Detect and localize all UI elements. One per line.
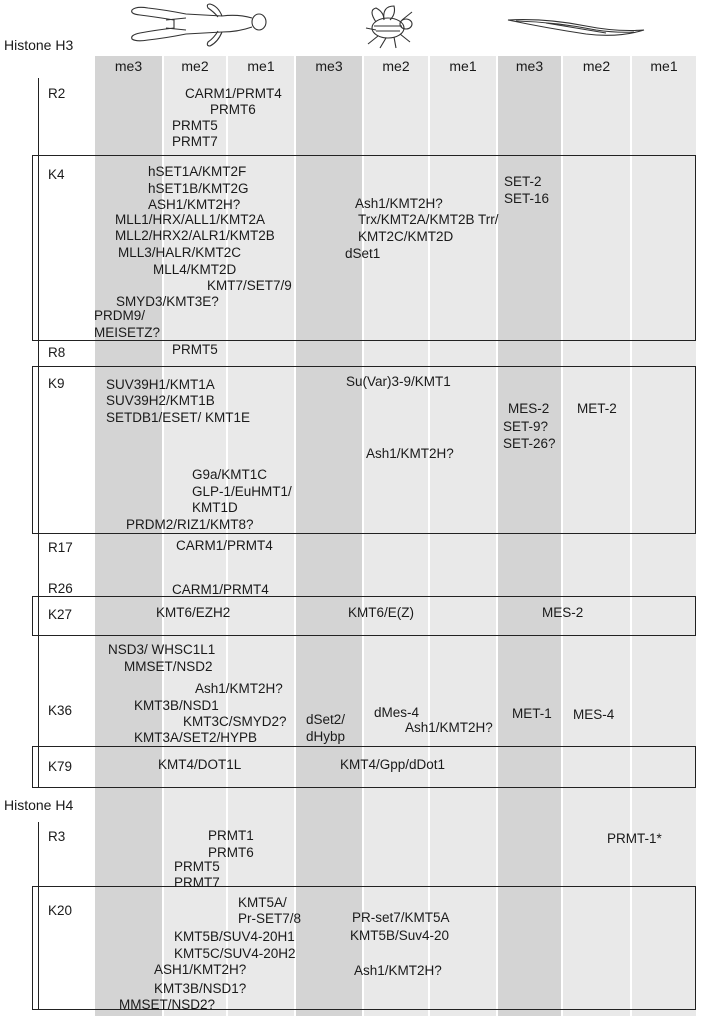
column-header: me3 <box>315 58 343 74</box>
enzyme-label: KMT5B/Suv4-20 <box>350 928 450 943</box>
enzyme-label: MET-2 <box>577 401 617 416</box>
enzyme-label: PRMT6 <box>208 845 254 860</box>
enzyme-label: MLL2/HRX2/ALR1/KMT2B <box>115 228 275 243</box>
site-label: K27 <box>48 607 73 622</box>
enzyme-label: MES-2 <box>542 605 584 620</box>
enzyme-label: Trx/KMT2A/KMT2B Trr/ <box>358 212 499 227</box>
enzyme-label: SETDB1/ESET/ KMT1E <box>106 410 251 425</box>
enzyme-label: dSet2/ <box>306 712 346 727</box>
enzyme-label: KMT5C/SUV4-20H2 <box>174 946 296 961</box>
enzyme-label: hSET1A/KMT2F <box>148 164 247 179</box>
worm-icon <box>506 0 646 50</box>
enzyme-label: PR-set7/KMT5A <box>352 910 450 925</box>
site-label: K20 <box>48 903 73 918</box>
site-label: R3 <box>48 829 66 844</box>
column-header: me1 <box>449 58 477 74</box>
enzyme-label: Ash1/KMT2H? <box>354 963 442 978</box>
enzyme-label: KMT3C/SMYD2? <box>183 714 287 729</box>
enzyme-label: SET-16 <box>504 191 550 206</box>
enzyme-label: SUV39H1/KMT1A <box>106 377 215 392</box>
site-label: K9 <box>48 376 65 391</box>
column-header: me3 <box>114 58 143 74</box>
site-label: K36 <box>48 703 73 718</box>
enzyme-label: SET-9? <box>503 419 549 434</box>
enzyme-label: MEISETZ? <box>94 325 161 340</box>
enzyme-label: PRMT-1* <box>607 831 662 846</box>
enzyme-label: ASH1/KMT2H? <box>154 962 247 977</box>
enzyme-label: KMT4/Gpp/dDot1 <box>340 757 446 772</box>
enzyme-label: PRDM9/ <box>94 308 146 323</box>
enzyme-label: KMT3B/NSD1 <box>134 698 219 713</box>
site-label: K4 <box>48 167 65 182</box>
enzyme-label: SET-26? <box>503 436 556 451</box>
enzyme-label: CARM1/PRMT4 <box>185 86 282 101</box>
enzyme-label: MMSET/NSD2 <box>124 659 213 674</box>
column-header: me1 <box>247 58 275 74</box>
enzyme-label: dHybp <box>306 729 346 744</box>
enzyme-label: KMT2C/KMT2D <box>358 229 454 244</box>
enzyme-label: PRMT6 <box>210 102 256 117</box>
site-label: R2 <box>48 86 66 101</box>
enzyme-label: MES-2 <box>508 401 550 416</box>
enzyme-label: MLL4/KMT2D <box>153 262 237 277</box>
k20-box <box>32 886 696 1010</box>
enzyme-label: ASH1/KMT2H? <box>148 197 241 212</box>
enzyme-label: PRMT5 <box>174 859 220 874</box>
section-title-h3: Histone H3 <box>4 37 74 53</box>
enzyme-label: KMT3B/NSD1? <box>154 981 247 996</box>
enzyme-label: MLL1/HRX/ALL1/KMT2A <box>115 212 266 227</box>
enzyme-label: KMT4/DOT1L <box>158 757 242 772</box>
enzyme-label: KMT7/SET7/9 <box>207 278 292 293</box>
enzyme-label: PRMT5 <box>172 342 218 357</box>
enzyme-label: MMSET/NSD2? <box>119 997 216 1012</box>
column-header: me2 <box>582 58 611 74</box>
enzyme-label: NSD3/ WHSC1L1 <box>108 642 216 657</box>
enzyme-label: Ash1/KMT2H? <box>195 681 283 696</box>
human-icon <box>126 0 270 50</box>
enzyme-label: KMT3A/SET2/HYPB <box>134 730 258 745</box>
enzyme-label: CARM1/PRMT4 <box>176 538 273 553</box>
enzyme-label: KMT6/EZH2 <box>156 605 231 620</box>
enzyme-label: KMT5A/ <box>238 895 287 910</box>
enzyme-label: GLP-1/EuHMT1/ <box>192 484 292 499</box>
fly-icon <box>362 0 418 50</box>
column-header: me1 <box>650 58 678 74</box>
enzyme-label: KMT5B/SUV4-20H1 <box>174 929 295 944</box>
enzyme-label: KMT1D <box>192 500 238 515</box>
enzyme-label: Ash1/KMT2H? <box>366 446 454 461</box>
enzyme-label: SET-2 <box>504 174 542 189</box>
enzyme-label: SMYD3/KMT3E? <box>116 294 219 309</box>
enzyme-label: PRMT5 <box>172 118 218 133</box>
enzyme-label: Ash1/KMT2H? <box>355 196 443 211</box>
column-header: me3 <box>515 58 544 74</box>
enzyme-label: dSet1 <box>345 246 381 261</box>
site-label: R8 <box>48 345 66 360</box>
site-label: R17 <box>48 540 73 555</box>
enzyme-label: MET-1 <box>512 706 552 721</box>
enzyme-label: Ash1/KMT2H? <box>405 720 493 735</box>
enzyme-label: G9a/KMT1C <box>192 467 268 482</box>
enzyme-label: Su(Var)3-9/KMT1 <box>346 374 451 389</box>
enzyme-label: CARM1/PRMT4 <box>172 582 269 597</box>
column-header: me2 <box>382 58 410 74</box>
site-label: R26 <box>48 581 73 596</box>
enzyme-label: MLL3/HALR/KMT2C <box>118 245 242 260</box>
enzyme-label: hSET1B/KMT2G <box>148 181 249 196</box>
enzyme-label: KMT6/E(Z) <box>348 605 414 620</box>
section-title-h4: Histone H4 <box>4 797 74 813</box>
enzyme-label: PRDM2/RIZ1/KMT8? <box>126 517 254 532</box>
column-header: me2 <box>181 58 209 74</box>
enzyme-label: MES-4 <box>573 707 615 722</box>
enzyme-label: SUV39H2/KMT1B <box>106 393 215 408</box>
enzyme-label: Pr-SET7/8 <box>238 911 302 926</box>
enzyme-label: dMes-4 <box>374 705 420 720</box>
enzyme-label: PRMT7 <box>172 134 218 149</box>
enzyme-label: PRMT7 <box>174 875 220 890</box>
site-label: K79 <box>48 759 73 774</box>
enzyme-label: PRMT1 <box>208 828 254 843</box>
